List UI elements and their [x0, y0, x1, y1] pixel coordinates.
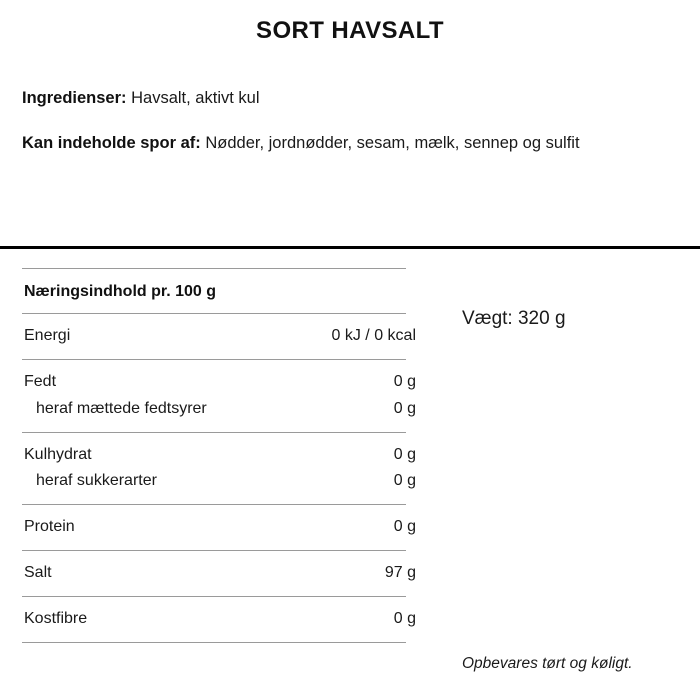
nutrient-name: Energi [24, 327, 71, 345]
table-row [22, 323, 416, 350]
product-info-block [0, 86, 700, 157]
nutrient-value: 0 g [393, 399, 416, 417]
nutrient-name: Salt [24, 563, 52, 581]
nutrition-group [22, 433, 416, 505]
nutrient-value: 97 g [384, 563, 416, 581]
traces-label: Kan indeholde spor af: [22, 134, 201, 153]
table-row [22, 468, 416, 495]
table-row [22, 369, 416, 396]
lower-section [0, 256, 700, 700]
storage-instruction: Opbevares tørt og køligt. [462, 655, 633, 672]
nutrition-group [22, 551, 416, 596]
section-divider [0, 246, 700, 249]
table-row [22, 514, 416, 541]
nutrition-group [22, 360, 416, 432]
nutrition-rows-container [22, 314, 416, 642]
nutrient-name-sub: heraf mættede fedtsyrer [36, 399, 207, 417]
nutrient-value: 0 g [393, 518, 416, 536]
product-weight: Vægt: 320 g [462, 308, 566, 329]
nutrient-value: 0 g [393, 372, 416, 390]
ingredients-value: Havsalt, aktivt kul [126, 88, 260, 107]
nutrition-table [22, 268, 416, 643]
nutrient-name: Kulhydrat [24, 445, 92, 463]
nutrient-value: 0 g [393, 445, 416, 463]
nutrient-value: 0 g [393, 609, 416, 627]
ingredients-line [22, 86, 678, 112]
table-bottom-rule [22, 642, 406, 643]
nutrition-group [22, 314, 416, 359]
nutrient-name-sub: heraf sukkerarter [36, 472, 157, 490]
nutrient-value: 0 kJ / 0 kcal [331, 327, 416, 345]
nutrient-value: 0 g [393, 472, 416, 490]
ingredients-label: Ingredienser: [22, 88, 127, 107]
table-row [22, 442, 416, 469]
nutrition-group [22, 597, 416, 642]
nutrition-group [22, 505, 416, 550]
table-row [22, 396, 416, 423]
nutrition-table-heading: Næringsindhold pr. 100 g [24, 283, 217, 300]
page-title: SORT HAVSALT [256, 17, 444, 44]
nutrient-name: Fedt [24, 372, 57, 390]
traces-value: Nødder, jordnødder, sesam, mælk, sennep og sulfit [200, 134, 580, 153]
nutrient-name: Protein [24, 518, 75, 536]
traces-line [22, 131, 678, 157]
table-row [22, 606, 416, 633]
table-row [22, 560, 416, 587]
nutrient-name: Kostfibre [24, 609, 88, 627]
